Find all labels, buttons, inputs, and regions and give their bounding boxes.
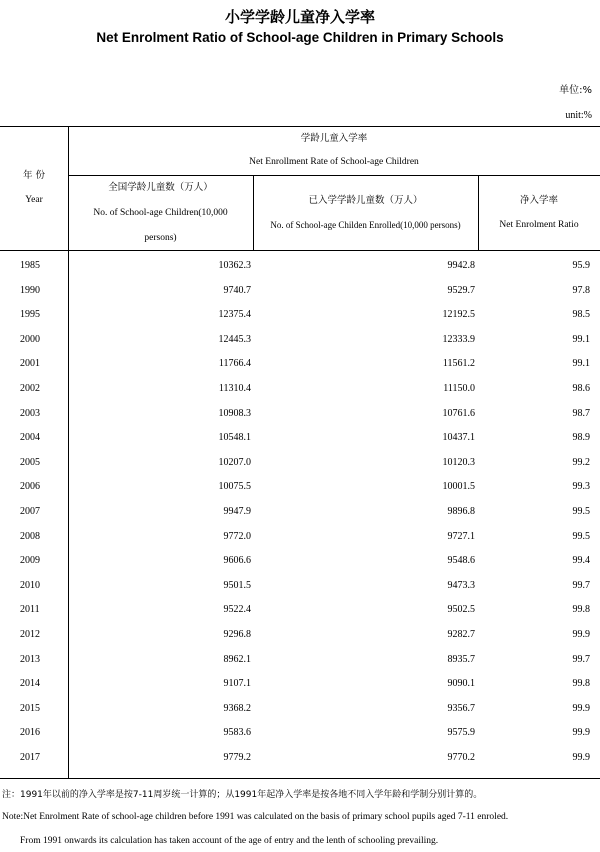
column-a-divider xyxy=(253,175,254,250)
children-cell: 10075.5 xyxy=(218,481,251,493)
enrolled-cell: 9502.5 xyxy=(447,604,475,616)
enrolled-cell: 9356.7 xyxy=(447,702,475,714)
enrolled-cell: 8935.7 xyxy=(447,653,475,665)
footnote-en-line2: From 1991 onwards its calculation has taken account of the age of entry and the lenth of schooling prevailing. xyxy=(20,836,439,846)
children-cell: 9501.5 xyxy=(223,579,251,591)
enrolled-cell: 10761.6 xyxy=(442,407,475,419)
year-cell: 2012 xyxy=(20,629,40,640)
column-c-header-en: Net Enrolment Ratio xyxy=(499,220,579,230)
enrolled-cell: 12333.9 xyxy=(442,333,475,345)
ratio-cell: 99.9 xyxy=(572,629,590,640)
column-b-header-cn: 已入学学龄儿童数（万人） xyxy=(308,195,423,206)
ratio-cell: 99.9 xyxy=(572,702,590,714)
enrolled-cell: 9575.9 xyxy=(447,727,475,739)
table-row xyxy=(0,401,600,426)
table-row xyxy=(0,647,600,672)
children-cell: 9368.2 xyxy=(223,702,251,714)
ratio-cell: 99.1 xyxy=(572,333,590,345)
table-row xyxy=(0,548,600,573)
year-cell: 2017 xyxy=(20,752,40,763)
children-cell: 9740.7 xyxy=(223,284,251,296)
enrolled-cell: 10437.1 xyxy=(442,432,475,444)
children-cell: 9296.8 xyxy=(223,629,251,640)
ratio-cell: 99.5 xyxy=(572,530,590,542)
enrolled-cell: 9770.2 xyxy=(447,752,475,763)
year-cell: 2003 xyxy=(20,407,40,419)
children-cell: 8962.1 xyxy=(223,653,251,665)
table-row xyxy=(0,253,600,278)
enrolled-cell: 9548.6 xyxy=(447,555,475,567)
year-cell: 1985 xyxy=(20,260,40,271)
ratio-cell: 99.9 xyxy=(572,727,590,739)
children-cell: 9606.6 xyxy=(223,555,251,567)
ratio-cell: 99.3 xyxy=(572,481,590,493)
table-bottom-rule xyxy=(0,778,600,779)
children-cell: 11766.4 xyxy=(218,358,251,370)
year-cell: 2001 xyxy=(20,358,40,370)
table-row xyxy=(0,302,600,327)
year-header-cn: 年 份 xyxy=(22,170,46,181)
group-header-rule xyxy=(68,175,600,176)
ratio-cell: 99.5 xyxy=(572,506,590,517)
children-cell: 9522.4 xyxy=(223,604,251,616)
enrolled-cell: 9896.8 xyxy=(447,506,475,517)
table-row xyxy=(0,671,600,696)
footnote-cn: 注：1991年以前的净入学率是按7-11周岁统一计算的；从1991年起净入学率是按各地不同入学年龄和学制分别计算的。 xyxy=(2,790,483,800)
year-cell: 2002 xyxy=(20,383,40,394)
table-row xyxy=(0,622,600,647)
children-cell: 9107.1 xyxy=(223,678,251,690)
year-cell: 2010 xyxy=(20,579,40,591)
children-cell: 9583.6 xyxy=(223,727,251,739)
ratio-cell: 99.8 xyxy=(572,604,590,616)
children-cell: 10908.3 xyxy=(218,407,251,419)
table-row xyxy=(0,499,600,524)
table-row xyxy=(0,524,600,549)
ratio-cell: 98.7 xyxy=(572,407,590,419)
table-row xyxy=(0,327,600,352)
enrolled-cell: 9090.1 xyxy=(447,678,475,690)
enrolled-cell: 9727.1 xyxy=(447,530,475,542)
children-cell: 11310.4 xyxy=(218,383,251,394)
enrolled-cell: 9529.7 xyxy=(447,284,475,296)
children-cell: 9779.2 xyxy=(223,752,251,763)
column-b-divider xyxy=(478,175,479,250)
table-row xyxy=(0,597,600,622)
enrolled-cell: 11150.0 xyxy=(443,383,475,394)
table-row xyxy=(0,376,600,401)
year-cell: 2016 xyxy=(20,727,40,739)
children-cell: 12445.3 xyxy=(218,333,251,345)
ratio-cell: 99.9 xyxy=(572,752,590,763)
ratio-cell: 95.9 xyxy=(572,260,590,271)
unit-label-cn: 单位:% xyxy=(559,85,592,96)
children-cell: 10548.1 xyxy=(218,432,251,444)
table-row xyxy=(0,278,600,303)
table-row xyxy=(0,450,600,475)
year-cell: 2013 xyxy=(20,653,40,665)
enrolled-cell: 9473.3 xyxy=(447,579,475,591)
enrolled-cell: 12192.5 xyxy=(442,309,475,321)
table-row xyxy=(0,351,600,376)
enrolled-cell: 10120.3 xyxy=(442,456,475,468)
enrolled-cell: 11561.2 xyxy=(442,358,475,370)
children-cell: 12375.4 xyxy=(218,309,251,321)
ratio-cell: 99.1 xyxy=(572,358,590,370)
table-top-rule xyxy=(0,126,600,127)
table-row xyxy=(0,720,600,745)
year-cell: 2000 xyxy=(20,333,40,345)
ratio-cell: 99.4 xyxy=(572,555,590,567)
column-b-header-en: No. of School-age Childen Enrolled(10,000 persons) xyxy=(270,220,461,230)
year-cell: 2007 xyxy=(20,506,40,517)
table-row xyxy=(0,425,600,450)
footnote-en-line1: Note:Net Enrolment Rate of school-age children before 1991 was calculated on the basis of primary school pupils aged 7-11 enroled. xyxy=(2,812,509,822)
enrolled-cell: 9942.8 xyxy=(447,260,475,271)
year-cell: 2014 xyxy=(20,678,40,690)
enrolled-cell: 10001.5 xyxy=(442,481,475,493)
header-bottom-rule xyxy=(0,250,600,251)
children-cell: 9947.9 xyxy=(223,506,251,517)
year-header-en: Year xyxy=(25,195,43,205)
column-a-header-en-line1: No. of School-age Children(10,000 xyxy=(93,208,228,218)
year-cell: 2008 xyxy=(20,530,40,542)
year-cell: 1995 xyxy=(20,309,40,321)
ratio-cell: 98.9 xyxy=(572,432,590,444)
unit-label-en: unit:% xyxy=(565,110,592,121)
children-cell: 10362.3 xyxy=(218,260,251,271)
table-row xyxy=(0,474,600,499)
year-cell: 2011 xyxy=(20,604,40,616)
group-header-cn: 学龄儿童入学率 xyxy=(300,133,368,144)
column-c-header-cn: 净入学率 xyxy=(519,195,558,206)
year-cell: 2004 xyxy=(20,432,40,444)
year-cell: 2009 xyxy=(20,555,40,567)
page-title-en: Net Enrolment Ratio of School-age Children in Primary Schools xyxy=(96,30,504,45)
children-cell: 10207.0 xyxy=(218,456,251,468)
ratio-cell: 99.2 xyxy=(572,456,590,468)
ratio-cell: 98.6 xyxy=(572,383,590,394)
table-row xyxy=(0,696,600,721)
ratio-cell: 98.5 xyxy=(572,309,590,321)
year-cell: 2005 xyxy=(20,456,40,468)
year-cell: 2006 xyxy=(20,481,40,493)
ratio-cell: 99.7 xyxy=(572,653,590,665)
column-a-header-en-line2: persons) xyxy=(144,233,177,243)
ratio-cell: 97.8 xyxy=(572,284,590,296)
table-row xyxy=(0,745,600,770)
column-a-header-cn: 全国学龄儿童数（万人） xyxy=(108,182,213,193)
page-title-cn: 小学学龄儿童净入学率 xyxy=(224,8,375,26)
children-cell: 9772.0 xyxy=(223,530,251,542)
group-header-en: Net Enrollment Rate of School-age Children xyxy=(249,157,419,167)
ratio-cell: 99.8 xyxy=(572,678,590,690)
enrolled-cell: 9282.7 xyxy=(447,629,475,640)
year-cell: 2015 xyxy=(20,702,40,714)
ratio-cell: 99.7 xyxy=(572,579,590,591)
table-row xyxy=(0,573,600,598)
year-cell: 1990 xyxy=(20,284,40,296)
